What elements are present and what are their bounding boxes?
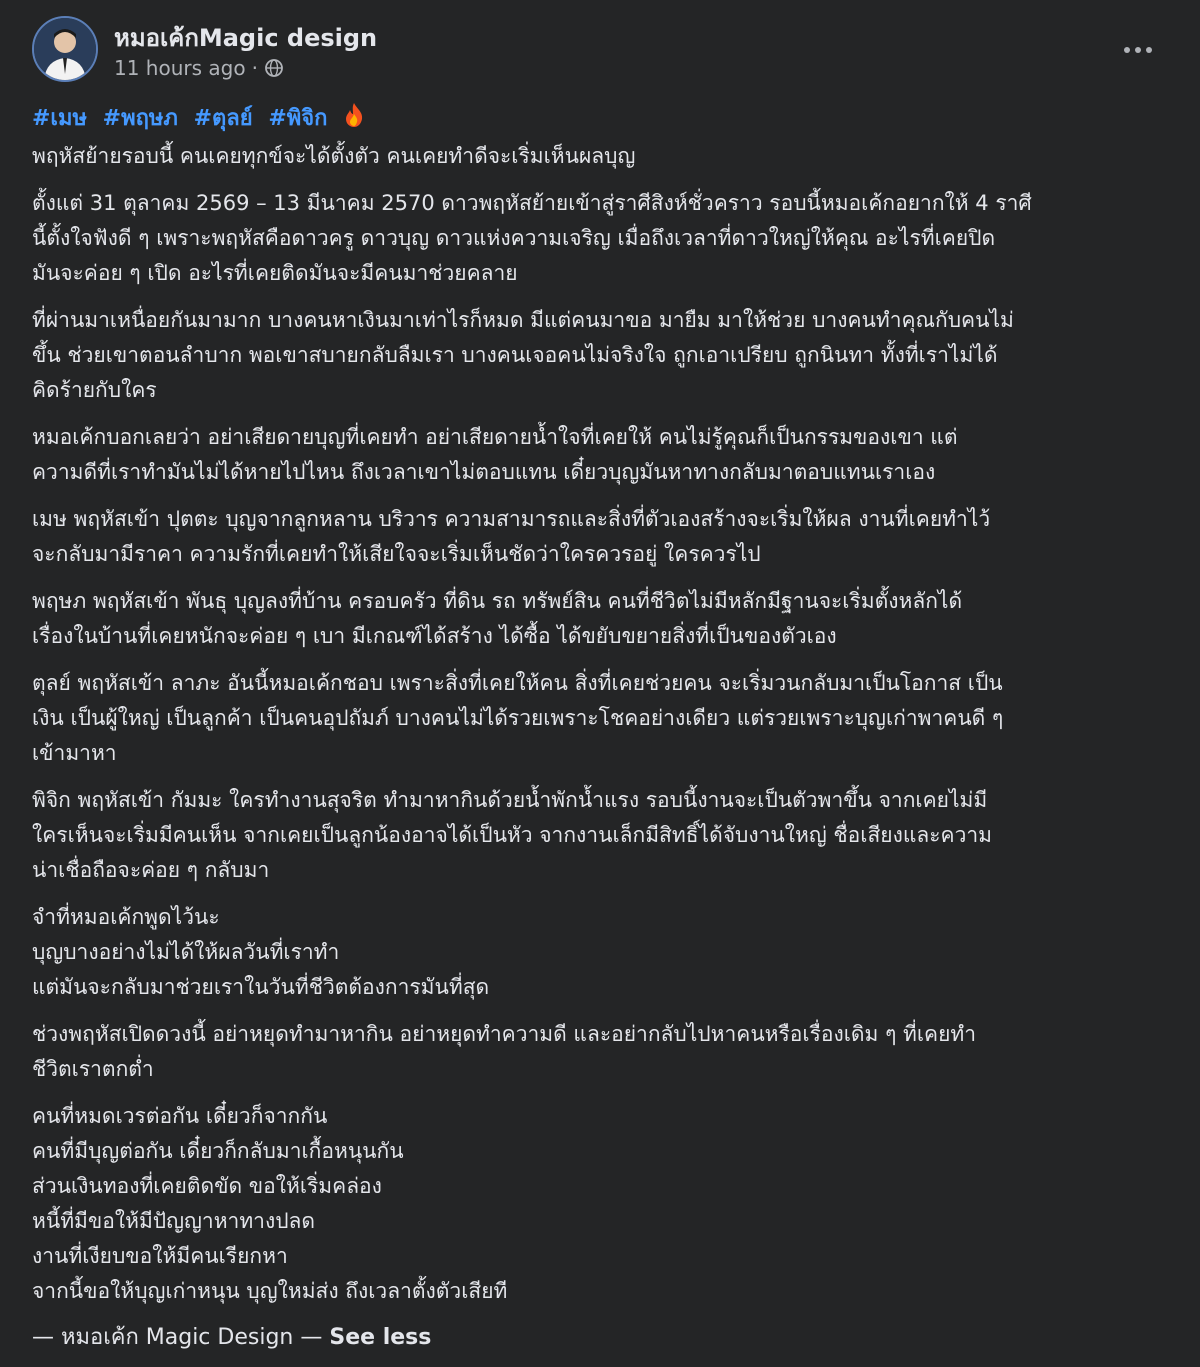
hashtag-link[interactable]: #พิจิก bbox=[268, 106, 328, 131]
paragraph-line: เงิน เป็นผู้ใหญ่ เป็นลูกค้า เป็นคนอุปถัมภ์ บางคนไม่ได้รวยเพราะโชคอย่างเดียว แต่รวยเพราะบุญเก่าพาคนดี ๆ bbox=[32, 706, 1004, 730]
paragraph-line: ขึ้น ช่วยเขาตอนลำบาก พอเขาสบายกลับลืมเรา บางคนเจอคนไม่จริงใจ ถูกเอาเปรียบ ถูกนินทา ทั้งที่เราไม่ได้ bbox=[32, 343, 998, 367]
paragraph-line: ความดีที่เราทำมันไม่ได้หายไปไหน ถึงเวลาเขาไม่ตอบแทน เดี๋ยวบุญมันหาทางกลับมาตอบแทนเราเอง bbox=[32, 460, 936, 484]
paragraph-line: แต่มันจะกลับมาช่วยเราในวันที่ชีวิตต้องการมันที่สุด bbox=[32, 975, 490, 999]
hashtag-link[interactable]: #เมษ bbox=[32, 106, 87, 131]
paragraph-line: เรื่องในบ้านที่เคยหนักจะค่อย ๆ เบา มีเกณฑ์ได้สร้าง ได้ซื้อ ได้ขยับขยายสิ่งที่เป็นของตัวเอง bbox=[32, 624, 837, 648]
paragraph-line: คิดร้ายกับใคร bbox=[32, 378, 157, 402]
post-paragraph bbox=[32, 1017, 1168, 1087]
hashtag-link[interactable]: #พฤษภ bbox=[102, 106, 178, 131]
paragraph-line: พฤษภ พฤหัสเข้า พันธุ บุญลงที่บ้าน ครอบครัว ที่ดิน รถ ทรัพย์สิน คนที่ชีวิตไม่มีหลักมีฐานจะเริ่มตั้งหลักได้ bbox=[32, 589, 963, 613]
author-name[interactable]: หมอเค้กMagic design bbox=[114, 24, 378, 52]
post-paragraph bbox=[32, 900, 1168, 1005]
paragraph-line: พฤหัสย้ายรอบนี้ คนเคยทุกข์จะได้ตั้งตัว คนเคยทำดีจะเริ่มเห็นผลบุญ bbox=[32, 144, 636, 168]
post-paragraph bbox=[32, 584, 1168, 654]
avatar-image bbox=[34, 18, 96, 80]
paragraph-line: มันจะค่อย ๆ เปิด อะไรที่เคยติดมันจะมีคนมาช่วยคลาย bbox=[32, 261, 518, 285]
meta-separator: · bbox=[251, 56, 258, 80]
post-paragraph bbox=[32, 303, 1168, 408]
paragraph-line: นี้ตั้งใจฟังดี ๆ เพราะพฤหัสคือดาวครู ดาวบุญ ดาวแห่งความเจริญ เมื่อถึงเวลาที่ดาวใหญ่ให้คุณ อะไรที่เคยปิด bbox=[32, 226, 996, 250]
paragraph-line: เข้ามาหา bbox=[32, 741, 117, 765]
more-options-button[interactable] bbox=[1118, 30, 1158, 70]
avatar[interactable] bbox=[32, 16, 98, 82]
paragraph-line: ช่วงพฤหัสเปิดดวงนี้ อย่าหยุดทำมาหากิน อย่าหยุดทำความดี และอย่ากลับไปหาคนหรือเรื่องเดิม ๆ ที่เคยทำ bbox=[32, 1022, 977, 1046]
post-paragraph bbox=[32, 420, 1168, 490]
paragraph-line: น่าเชื่อถือจะค่อย ๆ กลับมา bbox=[32, 858, 270, 882]
post-paragraph bbox=[32, 139, 1168, 174]
paragraph-line: คนที่มีบุญต่อกัน เดี๋ยวก็กลับมาเกื้อหนุนกัน bbox=[32, 1139, 404, 1163]
paragraph-line: งานที่เงียบขอให้มีคนเรียกหา bbox=[32, 1244, 288, 1268]
paragraph-line: หนี้ที่มีขอให้มีปัญญาหาทางปลด bbox=[32, 1209, 316, 1233]
paragraph-line: บุญบางอย่างไม่ได้ให้ผลวันที่เราทำ bbox=[32, 940, 340, 964]
paragraph-line: ที่ผ่านมาเหนื่อยกันมามาก บางคนหาเงินมาเท่าไรก็หมด มีแต่คนมาขอ มายืม มาให้ช่วย บางคนทำคุณกับคนไม่ bbox=[32, 308, 1014, 332]
globe-icon[interactable] bbox=[264, 58, 284, 78]
more-options-icon bbox=[1123, 46, 1153, 54]
paragraph-line: ใครเห็นจะเริ่มมีคนเห็น จากเคยเป็นลูกน้องอาจได้เป็นหัว จากงานเล็กมีสิทธิ์ได้จับงานใหญ่ ชื่อเสียงและความ bbox=[32, 823, 993, 847]
post-paragraph bbox=[32, 666, 1168, 771]
post-paragraph bbox=[32, 502, 1168, 572]
post-footer bbox=[32, 1321, 1168, 1355]
paragraph-line: ตั้งแต่ 31 ตุลาคม 2569 – 13 มีนาคม 2570 ดาวพฤหัสย้ายเข้าสู่ราศีสิงห์ชั่วคราว รอบนี้หมอเค้กอยากให้ 4 ราศี bbox=[32, 191, 1032, 215]
paragraph-line: ส่วนเงินทองที่เคยติดขัด ขอให้เริ่มคล่อง bbox=[32, 1174, 382, 1198]
paragraph-line: ชีวิตเราตกต่ำ bbox=[32, 1057, 154, 1081]
paragraph-line: คนที่หมดเวรต่อกัน เดี๋ยวก็จากกัน bbox=[32, 1104, 328, 1128]
paragraph-line: พิจิก พฤหัสเข้า กัมมะ ใครทำงานสุจริต ทำมาหากินด้วยน้ำพักน้ำแรง รอบนี้งานจะเป็นตัวพาขึ้น จากเคยไม่มี bbox=[32, 788, 988, 812]
see-less-button[interactable]: See less bbox=[329, 1325, 432, 1350]
post-meta bbox=[114, 56, 284, 80]
paragraph-line: เมษ พฤหัสเข้า ปุตตะ บุญจากลูกหลาน บริวาร ความสามารถและสิ่งที่ตัวเองสร้างจะเริ่มให้ผล งานที่เคยทำไว้ bbox=[32, 507, 991, 531]
paragraph-line: ตุลย์ พฤหัสเข้า ลาภะ อันนี้หมอเค้กชอบ เพราะสิ่งที่เคยให้คน สิ่งที่เคยช่วยคน จะเริ่มวนกลับมาเป็นโอกาส เป็น bbox=[32, 671, 1003, 695]
fire-icon bbox=[343, 102, 365, 139]
paragraph-line: จำที่หมอเค้กพูดไว้นะ bbox=[32, 905, 220, 929]
paragraph-line: จากนี้ขอให้บุญเก่าหนุน บุญใหม่ส่ง ถึงเวลาตั้งตัวเสียที bbox=[32, 1279, 508, 1303]
paragraph-line: จะกลับมามีราคา ความรักที่เคยทำให้เสียใจจะเริ่มเห็นชัดว่าใครควรอยู่ ใครควรไป bbox=[32, 542, 761, 566]
post-paragraph bbox=[32, 1099, 1168, 1309]
signature: — หมอเค้ก Magic Design — bbox=[32, 1325, 323, 1350]
paragraph-line: หมอเค้กบอกเลยว่า อย่าเสียดายบุญที่เคยทำ อย่าเสียดายน้ำใจที่เคยให้ คนไม่รู้คุณก็เป็นกรรมของเขา แต่ bbox=[32, 425, 958, 449]
post-paragraph bbox=[32, 186, 1168, 291]
post-time[interactable]: 11 hours ago bbox=[114, 56, 246, 80]
post-header bbox=[32, 16, 1168, 96]
post-body bbox=[32, 139, 1168, 1309]
hashtag-row bbox=[32, 102, 1168, 139]
hashtag-link[interactable]: #ตุลย์ bbox=[193, 106, 253, 131]
post-paragraph bbox=[32, 783, 1168, 888]
